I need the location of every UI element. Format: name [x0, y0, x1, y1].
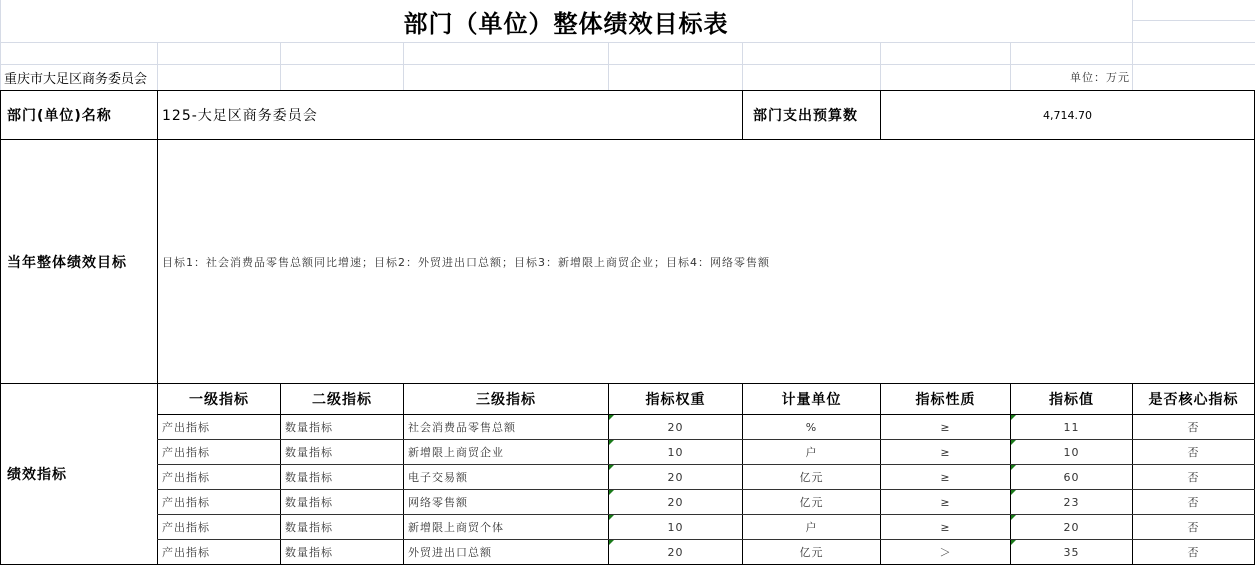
cell-core: 否: [1187, 521, 1200, 534]
cell-unit: 亿元: [799, 471, 824, 484]
cell-level3: 外贸进出口总额: [408, 546, 492, 559]
cell-nature: ≥: [940, 495, 951, 509]
cell-unit: 户: [805, 521, 818, 534]
cell-core: 否: [1187, 546, 1200, 559]
org-name: 重庆市大足区商务委员会: [4, 71, 148, 87]
cell-nature: ≥: [940, 420, 951, 434]
cell-marker-icon: [1011, 515, 1016, 520]
cell-level1: 产出指标: [162, 496, 210, 509]
cell-level1: 产出指标: [162, 471, 210, 484]
cell-value: 20: [1063, 520, 1080, 534]
cell-unit: 户: [805, 446, 818, 459]
col-header-nature: 指标性质: [915, 392, 976, 408]
cell-core: 否: [1187, 446, 1200, 459]
cell-marker-icon: [1011, 415, 1016, 420]
cell-weight: 20: [667, 495, 684, 509]
col-header-value: 指标值: [1049, 392, 1094, 408]
cell-marker-icon: [1011, 540, 1016, 545]
cell-weight: 10: [667, 520, 684, 534]
cell-level2: 数量指标: [285, 471, 333, 484]
cell-level1: 产出指标: [162, 521, 210, 534]
unit-label: 单位：万元: [1070, 71, 1130, 84]
cell-level1: 产出指标: [162, 421, 210, 434]
cell-value: 60: [1063, 470, 1080, 484]
cell-level2: 数量指标: [285, 421, 333, 434]
cell-unit: 亿元: [799, 546, 824, 559]
cell-core: 否: [1187, 496, 1200, 509]
col-header-level2: 二级指标: [312, 392, 372, 408]
cell-unit: 亿元: [799, 496, 824, 509]
cell-marker-icon: [1011, 465, 1016, 470]
cell-level1: 产出指标: [162, 546, 210, 559]
page-title: 部门（单位）整体绩效目标表: [403, 8, 729, 38]
cell-unit: %: [805, 420, 818, 434]
cell-level3: 电子交易额: [408, 471, 468, 484]
cell-value: 23: [1063, 495, 1080, 509]
cell-weight: 20: [667, 420, 684, 434]
cell-marker-icon: [609, 465, 614, 470]
cell-value: 11: [1063, 420, 1080, 434]
budget-value: 4,714.70: [1043, 108, 1092, 122]
cell-level2: 数量指标: [285, 496, 333, 509]
cell-level1: 产出指标: [162, 446, 210, 459]
cell-level3: 新增限上商贸个体: [408, 521, 504, 534]
cell-value: 10: [1063, 445, 1080, 459]
cell-level3: 新增限上商贸企业: [408, 446, 504, 459]
col-header-core: 是否核心指标: [1148, 392, 1239, 408]
cell-level3: 网络零售额: [408, 496, 468, 509]
cell-nature: ≥: [940, 445, 951, 459]
cell-level2: 数量指标: [285, 446, 333, 459]
cell-marker-icon: [1011, 440, 1016, 445]
col-header-level3: 三级指标: [476, 392, 536, 408]
budget-label: 部门支出预算数: [753, 108, 858, 124]
dept-name-value: 125-大足区商务委员会: [162, 108, 318, 124]
cell-value: 35: [1063, 545, 1080, 559]
col-header-weight: 指标权重: [645, 392, 706, 408]
cell-core: 否: [1187, 421, 1200, 434]
cell-nature: ＞: [939, 546, 952, 559]
cell-nature: ≥: [940, 520, 951, 534]
annual-goal-text: 目标1：社会消费品零售总额同比增速；目标2：外贸进出口总额；目标3：新增限上商贸企业；目标4：网络零售额: [162, 255, 770, 269]
perf-indicator-label: 绩效指标: [7, 467, 67, 483]
cell-nature: ≥: [940, 470, 951, 484]
cell-marker-icon: [609, 415, 614, 420]
cell-weight: 10: [667, 445, 684, 459]
cell-marker-icon: [609, 515, 614, 520]
col-header-unit: 计量单位: [781, 392, 842, 408]
cell-weight: 20: [667, 545, 684, 559]
cell-weight: 20: [667, 470, 684, 484]
cell-level2: 数量指标: [285, 521, 333, 534]
cell-marker-icon: [609, 440, 614, 445]
cell-marker-icon: [1011, 490, 1016, 495]
cell-marker-icon: [609, 540, 614, 545]
annual-goal-label: 当年整体绩效目标: [7, 254, 127, 271]
dept-name-label: 部门(单位)名称: [7, 108, 112, 124]
cell-level2: 数量指标: [285, 546, 333, 559]
cell-level3: 社会消费品零售总额: [408, 421, 516, 434]
cell-marker-icon: [609, 490, 614, 495]
col-header-level1: 一级指标: [189, 392, 249, 408]
cell-core: 否: [1187, 471, 1200, 484]
